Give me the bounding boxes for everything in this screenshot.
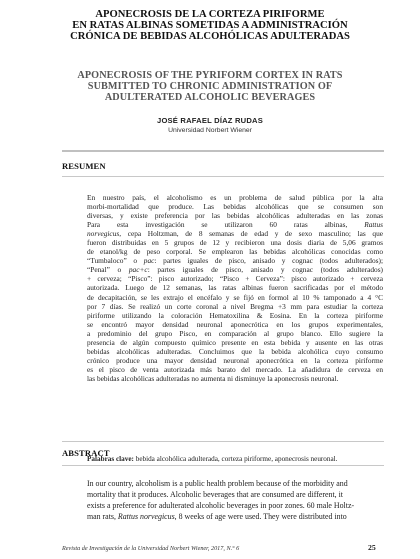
- abstract-heading: ABSTRACT: [62, 448, 110, 458]
- resumen-line: presencia de algún compuesto químico presente en esta bebida y ausente en las otras: [87, 337, 383, 347]
- journal-footer: Revista de Investigación de la Universidad Norbert Wiener, 2017, N.° 6: [62, 545, 240, 552]
- resumen-line: “Tumbaloco” o pac: partes iguales de pisco, anisado y cognac (todos adulterados);: [87, 256, 383, 266]
- title-spanish-line: APONECROSIS DE LA CORTEZA PIRIFORME: [95, 9, 325, 20]
- resumen-line: a predominio del grupo Pisco, en comparación al grupo blanco. Ello sugiere la: [87, 328, 383, 338]
- abstract-line: exists a preference for adulterated alcoholic beverages in poor zones. 60 male Holtz-: [87, 501, 355, 510]
- resumen-line: “Penal” o pac+c: partes iguales de pisco, anisado y cognac (todos adulterados): [87, 265, 383, 275]
- keywords-label: Palabras clave:: [87, 455, 134, 463]
- divider: [62, 150, 384, 152]
- resumen-body: [87, 193, 383, 383]
- resumen-line: Para esta investigación se utilizaron 60 ratas albinas, Rattus: [87, 220, 383, 230]
- abstract-line: mortality that it produces. Alcoholic beverages that are consumed are different, it: [87, 490, 343, 499]
- resumen-line: es el pisco de venta autorizada más barato del mercado. La añadidura de cerveza en: [87, 364, 383, 374]
- resumen-line: de etanol/kg de peso corporal. Se emplearon las bebidas alcohólicas conocidas como: [87, 247, 383, 257]
- title-english: [40, 70, 380, 103]
- resumen-line: se encontró mayor densidad neuronal aponecrótica en los grupos experimentales,: [87, 319, 383, 329]
- title-spanish: [40, 9, 380, 42]
- resumen-line: por 7 días. Se realizó un corte coronal a nivel Bregma +3 mm para estudiar la corteza: [87, 301, 383, 311]
- abstract-line: In our country, alcoholism is a public health problem because of the morbidity and: [87, 479, 348, 488]
- resumen-line: morbi-mortalidad que produce. Las bebidas alcohólicas que se consumen son: [87, 202, 383, 212]
- title-spanish-line: CRÓNICA DE BEBIDAS ALCOHÓLICAS ADULTERADAS: [70, 31, 350, 42]
- resumen-line: fueron distribuidas en 5 grupos de 12 y recibieron una dosis diaria de 5,06 gramos: [87, 238, 383, 248]
- title-english-line: APONECROSIS OF THE PYRIFORM CORTEX IN RATS: [77, 70, 343, 81]
- keywords: [87, 455, 387, 463]
- author-affiliation: Universidad Norbert Wiener: [168, 127, 252, 134]
- divider: [62, 441, 384, 442]
- resumen-line: diversas, y existe preferencia por las bebidas alcohólicas adulteradas en las zonas: [87, 211, 383, 221]
- page-number: 25: [368, 543, 376, 552]
- keywords-text: bebida alcohólica adulterada, corteza piriforme, aponecrosis neuronal.: [133, 455, 338, 463]
- resumen-heading: RESUMEN: [62, 161, 106, 171]
- author-name: JOSÉ RAFAEL DÍAZ RUDAS: [157, 116, 263, 125]
- resumen-line: norvegicus, cepa Holtzman, de 8 semanas de edad y de sexo masculino; las que: [87, 229, 383, 239]
- title-spanish-line: EN RATAS ALBINAS SOMETIDAS A ADMINISTRACIÓN: [72, 20, 348, 31]
- title-english-line: SUBMITTED TO CHRONIC ADMINISTRATION OF: [87, 81, 333, 92]
- resumen-line: piriforme utilizando la coloración Hematoxilina & Eosina. En la corteza piriforme: [87, 310, 383, 320]
- resumen-line: autorizada. Luego de 12 semanas, las ratas albinas fueron sacrificadas por el método: [87, 283, 383, 293]
- resumen-line: crónico produce una mayor densidad neuronal aponecrótica en la corteza piriforme: [87, 355, 383, 365]
- resumen-line: bebidas alcohólicas adulteradas. Concluimos que la bebida alcohólica cuyo consumo: [87, 346, 383, 356]
- resumen-line: de decapitación, se les extrajo el encéfalo y se fijó en formol al 10 % tamponado a 4 °C: [87, 292, 383, 302]
- abstract-line: man rats, Rattus norvegicus, 8 weeks of age were used. They were distributed into: [87, 512, 347, 521]
- title-english-line: ADULTERATED ALCOHOLIC BEVERAGES: [104, 92, 316, 103]
- resumen-line: En nuestro país, el alcoholismo es un problema de salud pública por la alta: [87, 193, 383, 202]
- abstract-body: [87, 478, 383, 522]
- resumen-line: + cerveza; “Pisco”: pisco autorizado; “Pisco + Cerveza”: pisco autorizado + cerveza: [87, 274, 383, 284]
- resumen-line: las bebidas alcohólicas adulteradas no aumenta ni disminuye la aponecrosis neuronal.: [87, 373, 339, 383]
- divider: [62, 176, 384, 177]
- divider: [62, 465, 384, 466]
